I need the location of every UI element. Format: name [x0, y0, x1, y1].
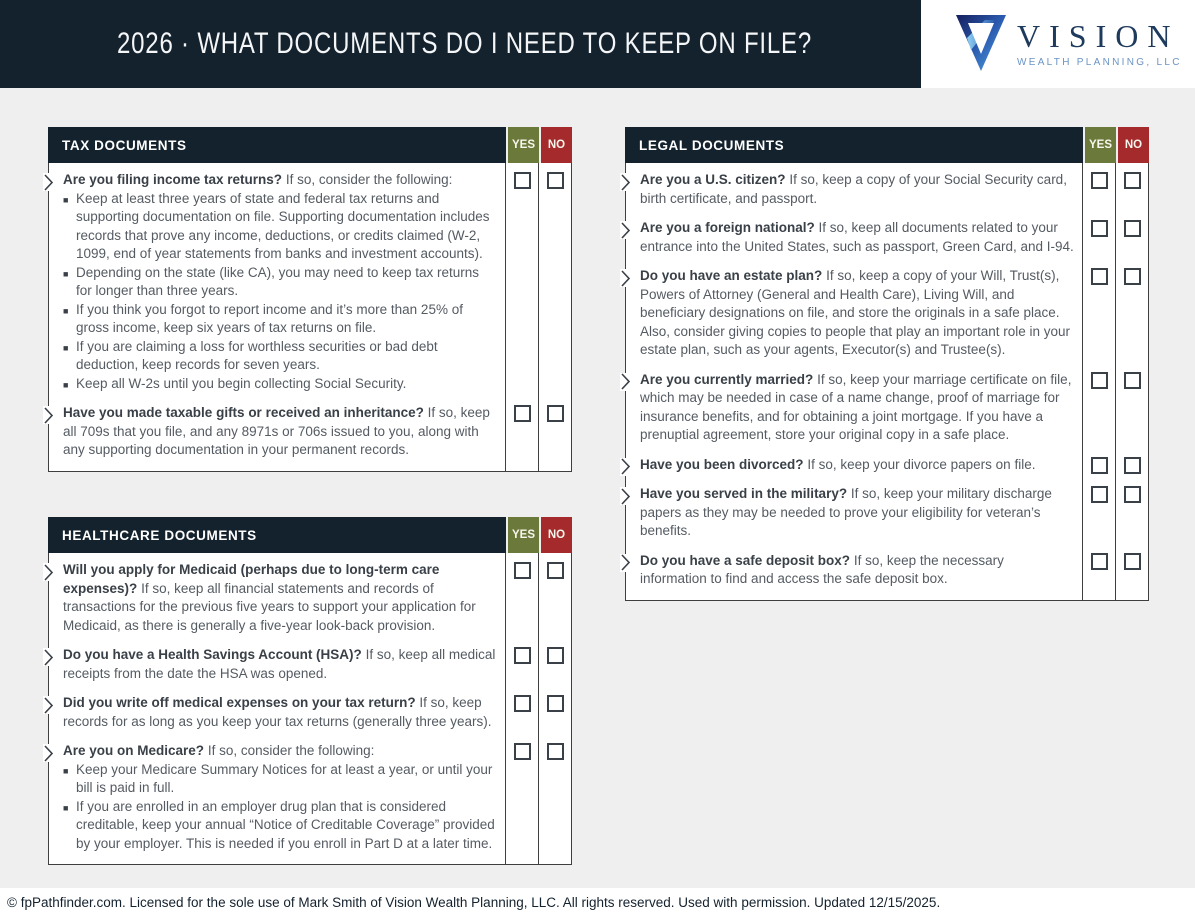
- yes-column-header: YES: [508, 127, 539, 163]
- question-label: Are you currently married?: [640, 371, 814, 387]
- chevron-right-icon: [620, 554, 631, 572]
- bullet-item: [63, 761, 497, 798]
- bullet-text: Keep all W-2s until you begin collecting Social Security.: [76, 375, 407, 391]
- question-row: [49, 553, 571, 638]
- no-column-header: NO: [541, 127, 572, 163]
- question-detail: If so, keep all documents related to your entrance into the United States, such as passport, Green Card, and I-94.: [640, 220, 1074, 254]
- no-cell: [1115, 477, 1148, 544]
- spacer: [49, 463, 505, 471]
- chevron-right-icon: [620, 221, 631, 239]
- question-row: [626, 477, 1148, 544]
- question-label: Will you apply for Medicaid (perhaps due to long-term care expenses)?: [63, 562, 440, 596]
- yes-checkbox[interactable]: [1091, 553, 1108, 570]
- yes-cell: [1082, 544, 1115, 592]
- question-row: [49, 734, 571, 856]
- chevron-right-icon: [43, 744, 54, 762]
- yes-cell: [505, 463, 538, 471]
- question-label: Have you made taxable gifts or received an inheritance?: [63, 405, 424, 420]
- question-text: [626, 211, 1082, 259]
- question-detail: If so, keep a copy of your Social Security card, birth certificate, and passport.: [640, 172, 1067, 206]
- bullet-text: Depending on the state (like CA), you may need to keep tax returns for longer than three years.: [76, 264, 479, 298]
- no-checkbox[interactable]: [547, 743, 564, 760]
- question-row: [626, 163, 1148, 211]
- question-detail: If so, keep a copy of your Will, Trust(s), Powers of Attorney (General and Health Care), Living Will, and beneficiary designations on file, and store the originals in a safe place. Also, consider giving copies to people that play an important role in your estate plan, such as your agents, Executor(s) and Trustee(s).: [640, 268, 1070, 357]
- chevron-right-icon: [620, 373, 631, 391]
- vision-logo-icon: [955, 14, 1007, 74]
- section-healthcare-documents: [48, 517, 572, 865]
- section-tax-documents: [48, 127, 572, 472]
- question-detail: If so, consider the following:: [207, 743, 375, 758]
- spacer: [49, 856, 505, 864]
- question-detail: If so, keep all medical receipts from the date the HSA was opened.: [63, 647, 496, 681]
- chevron-right-icon: [43, 406, 54, 424]
- square-bullet-icon: ■: [63, 802, 69, 813]
- yes-checkbox[interactable]: [514, 562, 531, 579]
- yes-checkbox[interactable]: [1091, 457, 1108, 474]
- company-subtitle: WEALTH PLANNING, LLC: [1017, 57, 1182, 68]
- chevron-right-icon: [620, 458, 631, 476]
- question-row: [49, 686, 571, 734]
- table-bottom-spacer: [49, 463, 571, 471]
- question-label: Do you have a Health Savings Account (HSA)?: [63, 647, 362, 662]
- no-cell: [538, 463, 571, 471]
- no-column-header: NO: [541, 517, 572, 553]
- chevron-right-icon: [43, 563, 54, 581]
- no-cell: [538, 553, 571, 638]
- square-bullet-icon: ■: [63, 305, 69, 316]
- no-checkbox[interactable]: [1124, 172, 1141, 189]
- bullet-item: [63, 190, 497, 264]
- yes-checkbox[interactable]: [514, 405, 531, 422]
- no-checkbox[interactable]: [547, 405, 564, 422]
- no-cell: [538, 686, 571, 734]
- table-bottom-spacer: [626, 592, 1148, 600]
- no-checkbox[interactable]: [1124, 268, 1141, 285]
- question-detail: If so, keep all 709s that you file, and any 8971s or 706s issued to you, along with any supporting documentation in your permanent records.: [63, 405, 490, 457]
- question-text: [49, 638, 505, 686]
- question-label: Do you have a safe deposit box?: [640, 552, 851, 568]
- no-cell: [1115, 363, 1148, 448]
- no-cell: [1115, 448, 1148, 478]
- square-bullet-icon: ■: [63, 765, 69, 776]
- bullet-item: [63, 264, 497, 301]
- question-label: Have you been divorced?: [640, 456, 804, 472]
- page-header: [0, 0, 921, 88]
- no-cell: [538, 396, 571, 463]
- no-cell: [1115, 544, 1148, 592]
- section-title: TAX DOCUMENTS: [48, 127, 506, 163]
- no-checkbox[interactable]: [1124, 486, 1141, 503]
- question-text: [49, 553, 505, 638]
- question-detail: If so, keep your marriage certificate on file, which may be needed in case of a name change, proof of marriage for insurance benefits, and for obtaining a joint mortgage. If you have a prenuptial agreement, store your original copy in a safe place.: [640, 371, 1072, 442]
- no-column-header: NO: [1118, 127, 1149, 163]
- question-detail: If so, keep the necessary information to find and access the safe deposit box.: [640, 552, 1004, 586]
- bullet-text: If you are claiming a loss for worthless securities or bad debt deduction, keep records for seven years.: [76, 338, 438, 372]
- bullet-text: If you are enrolled in an employer drug plan that is considered creditable, keep your annual “Notice of Creditable Coverage” provided by your employer. This is needed if you enroll in Part D at a later time.: [76, 798, 495, 851]
- no-cell: [538, 734, 571, 856]
- question-text: [49, 396, 505, 463]
- bullet-text: Keep your Medicare Summary Notices for at least a year, or until your bill is paid in full.: [76, 761, 493, 795]
- chevron-right-icon: [43, 696, 54, 714]
- no-cell: [538, 856, 571, 864]
- question-text: [626, 477, 1082, 544]
- copyright-text: © fpPathfinder.com. Licensed for the sole use of Mark Smith of Vision Wealth Planning, LLC. All rights reserved. Used with permission. Updated 12/15/2025.: [7, 895, 941, 910]
- section-title: HEALTHCARE DOCUMENTS: [48, 517, 506, 553]
- no-cell: [1115, 163, 1148, 211]
- question-detail: If so, consider the following:: [285, 172, 453, 187]
- question-row: [626, 259, 1148, 363]
- question-text: [626, 259, 1082, 363]
- bullet-text: Keep at least three years of state and federal tax returns and supporting documentation on file. Supporting documentation includes records that prove any income, deductions, or credits claimed (W-2, 1099, end of year statements from banks and investment accounts).: [76, 190, 490, 261]
- question-detail: If so, keep your divorce papers on file.: [807, 456, 1036, 472]
- bullet-text: If you think you forgot to report income and it’s more than 25% of gross income, keep six years of tax returns on file.: [76, 301, 463, 335]
- square-bullet-icon: ■: [63, 268, 69, 279]
- yes-cell: [505, 396, 538, 463]
- chevron-right-icon: [43, 173, 54, 191]
- yes-cell: [505, 163, 538, 396]
- yes-cell: [1082, 259, 1115, 363]
- question-label: Do you have an estate plan?: [640, 268, 823, 283]
- yes-cell: [1082, 211, 1115, 259]
- yes-cell: [505, 734, 538, 856]
- question-row: [49, 396, 571, 463]
- footer: [0, 888, 1195, 924]
- page-title: 2026 · WHAT DOCUMENTS DO I NEED TO KEEP ON FILE?: [117, 27, 813, 60]
- question-text: [626, 163, 1082, 211]
- bullet-item: [63, 338, 497, 375]
- question-detail: If so, keep all financial statements and records of transactions for the previous five years to support your application for Medicaid, as there is generally a five-year look-back provision.: [63, 580, 476, 633]
- yes-cell: [1082, 163, 1115, 211]
- spacer: [626, 592, 1082, 600]
- no-cell: [538, 638, 571, 686]
- question-label: Are you a U.S. citizen?: [640, 172, 786, 187]
- question-text: [49, 686, 505, 734]
- question-row: [626, 363, 1148, 448]
- bullet-item: [63, 301, 497, 338]
- question-text: [626, 363, 1082, 448]
- yes-checkbox[interactable]: [1091, 486, 1108, 503]
- yes-cell: [505, 856, 538, 864]
- section-legal-documents: [625, 127, 1149, 601]
- yes-cell: [1082, 448, 1115, 478]
- yes-checkbox[interactable]: [1091, 268, 1108, 285]
- yes-column-header: YES: [1085, 127, 1116, 163]
- question-text: [626, 448, 1082, 478]
- no-checkbox[interactable]: [547, 172, 564, 189]
- question-row: [626, 544, 1148, 592]
- question-label: Are you a foreign national?: [640, 220, 815, 235]
- yes-column-header: YES: [508, 517, 539, 553]
- question-label: Are you on Medicare?: [63, 743, 205, 758]
- question-row: [49, 163, 571, 396]
- yes-checkbox[interactable]: [514, 647, 531, 664]
- chevron-right-icon: [620, 173, 631, 191]
- square-bullet-icon: ■: [63, 342, 69, 353]
- no-checkbox[interactable]: [547, 695, 564, 712]
- yes-cell: [505, 553, 538, 638]
- yes-checkbox[interactable]: [514, 172, 531, 189]
- no-checkbox[interactable]: [1124, 220, 1141, 237]
- yes-cell: [505, 686, 538, 734]
- question-detail: If so, keep records for as long as you keep your tax returns (generally three years).: [63, 695, 492, 729]
- yes-cell: [505, 638, 538, 686]
- no-checkbox[interactable]: [1124, 457, 1141, 474]
- section-title: LEGAL DOCUMENTS: [625, 127, 1083, 163]
- yes-checkbox[interactable]: [514, 695, 531, 712]
- no-checkbox[interactable]: [547, 562, 564, 579]
- chevron-right-icon: [620, 487, 631, 505]
- yes-checkbox[interactable]: [1091, 372, 1108, 389]
- question-text: [49, 163, 505, 396]
- no-cell: [1115, 259, 1148, 363]
- square-bullet-icon: ■: [63, 194, 69, 205]
- question-label: Have you served in the military?: [640, 486, 848, 501]
- question-text: [49, 734, 505, 856]
- table-bottom-spacer: [49, 856, 571, 864]
- yes-cell: [1082, 477, 1115, 544]
- yes-cell: [1082, 363, 1115, 448]
- question-label: Are you filing income tax returns?: [63, 172, 283, 187]
- question-row: [626, 448, 1148, 478]
- yes-cell: [1082, 592, 1115, 600]
- company-name: VISION: [1017, 18, 1180, 54]
- no-cell: [538, 163, 571, 396]
- company-logo: [921, 0, 1195, 88]
- no-checkbox[interactable]: [547, 647, 564, 664]
- no-checkbox[interactable]: [1124, 372, 1141, 389]
- square-bullet-icon: ■: [63, 379, 69, 390]
- bullet-item: [63, 798, 497, 854]
- chevron-right-icon: [43, 648, 54, 666]
- no-cell: [1115, 592, 1148, 600]
- no-cell: [1115, 211, 1148, 259]
- question-row: [49, 638, 571, 686]
- yes-checkbox[interactable]: [1091, 172, 1108, 189]
- question-text: [626, 544, 1082, 592]
- yes-checkbox[interactable]: [1091, 220, 1108, 237]
- yes-checkbox[interactable]: [514, 743, 531, 760]
- no-checkbox[interactable]: [1124, 553, 1141, 570]
- question-label: Did you write off medical expenses on your tax return?: [63, 695, 416, 710]
- question-row: [626, 211, 1148, 259]
- chevron-right-icon: [620, 269, 631, 287]
- question-detail: If so, keep your military discharge papers as they may be needed to prove your eligibility for veteran’s benefits.: [640, 486, 1052, 538]
- bullet-item: [63, 375, 497, 394]
